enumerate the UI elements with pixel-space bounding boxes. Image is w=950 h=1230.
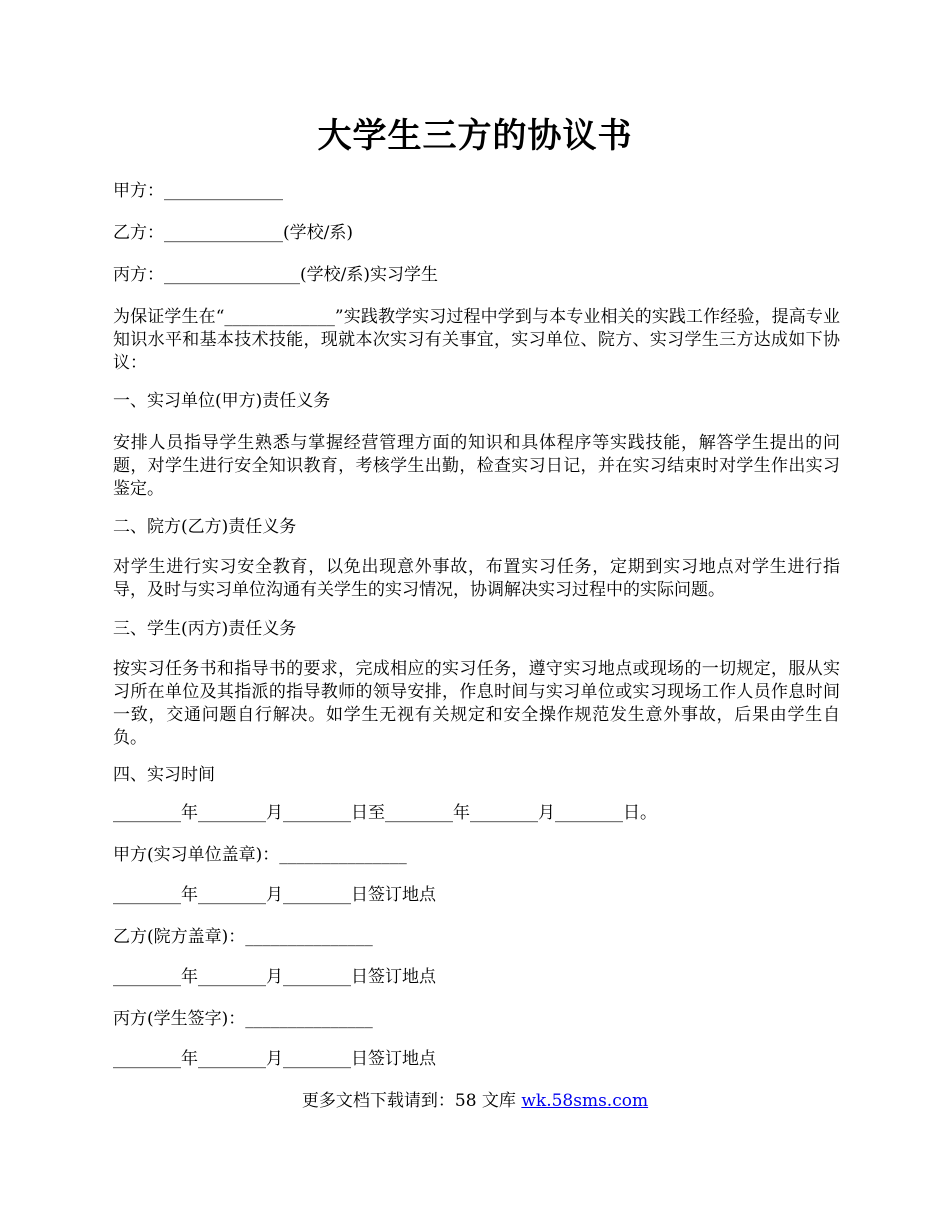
intro-paragraph: 为保证学生在“_____________”实践教学实习过程中学到与本专业相关的实践工作经验，提高专业知识水平和基本技术技能，现就本次实习有关事宜，实习单位、院方、实习学生三方达成如下协议： (113, 307, 840, 373)
party-a-line: 甲方：______________ (113, 181, 283, 201)
footer-link[interactable]: wk.58sms.com (521, 1091, 649, 1111)
sign-b-date-line: ________年________月________日签订地点 (113, 967, 436, 987)
section3-body: 按实习任务书和指导书的要求，完成相应的实习任务，遵守实习地点或现场的一切规定，服从实习所在单位及其指派的指导教师的领导安排，作息时间与实习单位或实习现场工作人员作息时间一致，交通问题自行解决。如学生无视有关规定和安全操作规范发生意外事故，后果由学生自负。 (113, 659, 840, 748)
sign-b-line: 乙方(院方盖章)：_______________ (113, 927, 373, 947)
footer (0, 1090, 950, 1113)
section1-body: 安排人员指导学生熟悉与掌握经营管理方面的知识和具体程序等实践技能，解答学生提出的问题，对学生进行安全知识教育，考核学生出勤，检查实习日记，并在实习结束时对学生作出实习鉴定。 (113, 433, 840, 499)
sign-c-line: 丙方(学生签字)：_______________ (113, 1009, 373, 1029)
party-b-line: 乙方：______________(学校/系) (113, 223, 353, 243)
section2-heading: 二、院方(乙方)责任义务 (113, 517, 297, 537)
sign-c-date-line: ________年________月________日签订地点 (113, 1049, 436, 1069)
party-c-line: 丙方：________________(学校/系)实习学生 (113, 265, 438, 285)
footer-text: 更多文档下载请到：58 文库 (301, 1091, 522, 1111)
section3-heading: 三、学生(丙方)责任义务 (113, 619, 297, 639)
sign-a-date-line: ________年________月________日签订地点 (113, 885, 436, 905)
document-title: 大学生三方的协议书 (317, 116, 633, 156)
section2-body: 对学生进行实习安全教育，以免出现意外事故，布置实习任务，定期到实习地点对学生进行指导，及时与实习单位沟通有关学生的实习情况，协调解决实习过程中的实际问题。 (113, 557, 840, 600)
sign-a-line: 甲方(实习单位盖章)：_______________ (113, 845, 407, 865)
period-line: ________年________月________日至________年________月________日。 (113, 803, 657, 823)
section4-heading: 四、实习时间 (113, 765, 215, 785)
section1-heading: 一、实习单位(甲方)责任义务 (113, 391, 331, 411)
